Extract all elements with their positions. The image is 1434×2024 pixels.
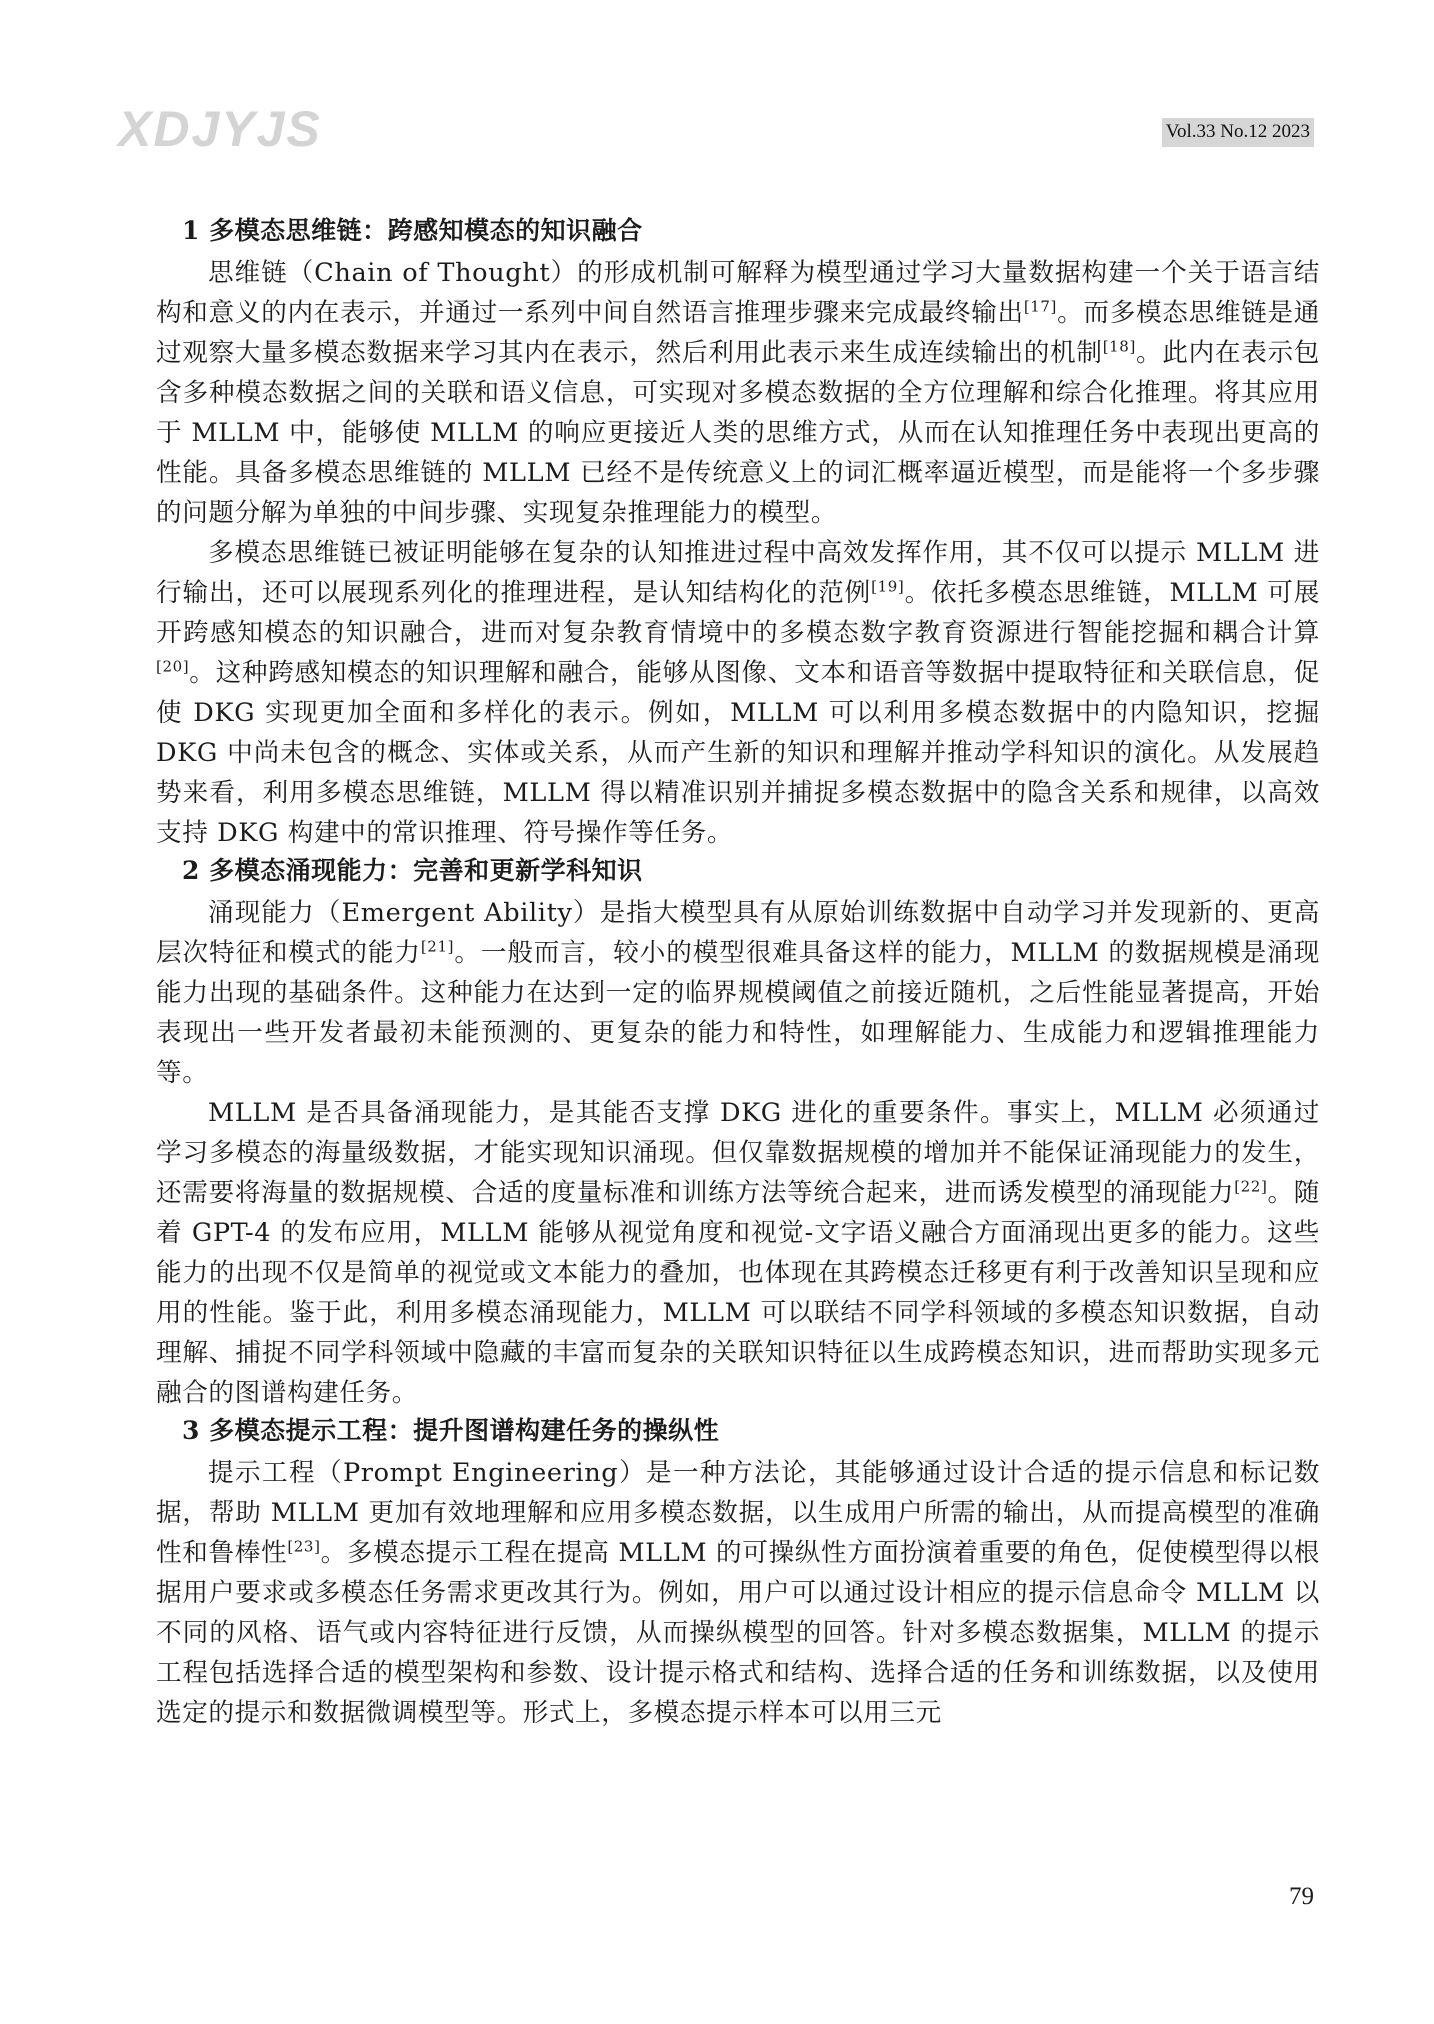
paragraph-text: 。这种跨感知模态的知识理解和融合，能够从图像、文本和语音等数据中提取特征和关联信息，促使 DKG 实现更加全面和多样化的表示。例如，MLLM 可以利用多模态数据中的内隐知识，挖掘 DKG 中尚未包含的概念、实体或关系，从而产生新的知识和理解并推动学科知识的演化。从发展趋势来看，利用多模态思维链，MLLM 得以精准识别并捕捉多模态数据中的隐含关系和规律，以高效支持 DKG 构建中的常识推理、符号操作等任务。 <box>156 658 1320 848</box>
paragraph <box>156 253 1320 533</box>
page-number: 79 <box>1289 1883 1314 1910</box>
paragraph-text: MLLM 是否具备涌现能力，是其能否支撑 DKG 进化的重要条件。事实上，MLLM 必须通过学习多模态的海量级数据，才能实现知识涌现。但仅靠数据规模的增加并不能保证涌现能力的发生，还需要将海量的数据规模、合适的度量标准和训练方法等统合起来，进而诱发模型的涌现能力 <box>156 1098 1320 1208</box>
paragraph-text: 。依托多模态思维链，MLLM 可展开跨感知模态的知识融合，进而对复杂教育情境中的多模态数字教育资源进行智能挖掘和耦合计算 <box>156 578 1320 648</box>
citation-ref: [23] <box>287 1537 321 1556</box>
citation-ref: [19] <box>871 577 905 596</box>
paragraph <box>156 893 1320 1093</box>
section-heading: 2 多模态涌现能力：完善和更新学科知识 <box>182 856 643 885</box>
citation-ref: [22] <box>1234 1177 1268 1196</box>
citation-ref: [20] <box>156 657 190 676</box>
paragraph-text: 。多模态提示工程在提高 MLLM 的可操纵性方面扮演着重要的角色，促使模型得以根据用户要求或多模态任务需求更改其行为。例如，用户可以通过设计相应的提示信息命令 MLLM 以不同的风格、语气或内容特征进行反馈，从而操纵模型的回答。针对多模态数据集，MLLM 的提示工程包括选择合适的模型架构和参数、设计提示格式和结构、选择合适的任务和训练数据，以及使用选定的提示和数据微调模型等。形式上，多模态提示样本可以用三元 <box>156 1538 1320 1728</box>
journal-logo: XDJYJS <box>118 101 322 157</box>
journal-info: Vol.33 No.12 2023 <box>1162 118 1314 147</box>
section-heading: 1 多模态思维链：跨感知模态的知识融合 <box>182 216 643 245</box>
paragraph-text: 多模态思维链已被证明能够在复杂的认知推进过程中高效发挥作用，其不仅可以提示 MLLM 进行输出，还可以展现系列化的推理进程，是认知结构化的范例 <box>156 538 1320 608</box>
paragraph <box>156 1093 1320 1413</box>
paragraph-text: 。随着 GPT-4 的发布应用，MLLM 能够从视觉角度和视觉-文字语义融合方面涌现出更多的能力。这些能力的出现不仅是简单的视觉或文本能力的叠加，也体现在其跨模态迁移更有利于改善知识呈现和应用的性能。鉴于此，利用多模态涌现能力，MLLM 可以联结不同学科领域的多模态知识数据，自动理解、捕捉不同学科领域中隐藏的丰富而复杂的关联知识特征以生成跨模态知识，进而帮助实现多元融合的图谱构建任务。 <box>156 1178 1321 1408</box>
paragraph-text: 提示工程（Prompt Engineering）是一种方法论，其能够通过设计合适的提示信息和标记数据，帮助 MLLM 更加有效地理解和应用多模态数据，以生成用户所需的输出，从而提高模型的准确性和鲁棒性 <box>156 1458 1320 1568</box>
paragraph-text: 。一般而言，较小的模型很难具备这样的能力，MLLM 的数据规模是涌现能力出现的基础条件。这种能力在达到一定的临界规模阈值之前接近随机，之后性能显著提高，开始表现出一些开发者最初未能预测的、更复杂的能力和特性，如理解能力、生成能力和逻辑推理能力等。 <box>156 938 1320 1088</box>
article-body <box>156 213 1320 1733</box>
citation-ref: [18] <box>1102 337 1136 356</box>
paragraph-text: 思维链（Chain of Thought）的形成机制可解释为模型通过学习大量数据构建一个关于语言结构和意义的内在表示，并通过一系列中间自然语言推理步骤来完成最终输出 <box>156 258 1320 328</box>
paragraph <box>156 533 1320 853</box>
section-heading: 3 多模态提示工程：提升图谱构建任务的操纵性 <box>182 1416 720 1445</box>
paragraph-text: 涌现能力（Emergent Ability）是指大模型具有从原始训练数据中自动学习并发现新的、更高层次特征和模式的能力 <box>156 898 1320 968</box>
paragraph-text: 。而多模态思维链是通过观察大量多模态数据来学习其内在表示，然后利用此表示来生成连续输出的机制 <box>156 298 1320 368</box>
citation-ref: [21] <box>420 937 455 956</box>
citation-ref: [17] <box>1023 297 1058 316</box>
paragraph-text: 。此内在表示包含多种模态数据之间的关联和语义信息，可实现对多模态数据的全方位理解和综合化推理。将其应用于 MLLM 中，能够使 MLLM 的响应更接近人类的思维方式，从而在认知推理任务中表现出更高的性能。具备多模态思维链的 MLLM 已经不是传统意义上的词汇概率逼近模型，而是能将一个多步骤的问题分解为单独的中间步骤、实现复杂推理能力的模型。 <box>156 338 1320 528</box>
paragraph <box>156 1453 1320 1733</box>
